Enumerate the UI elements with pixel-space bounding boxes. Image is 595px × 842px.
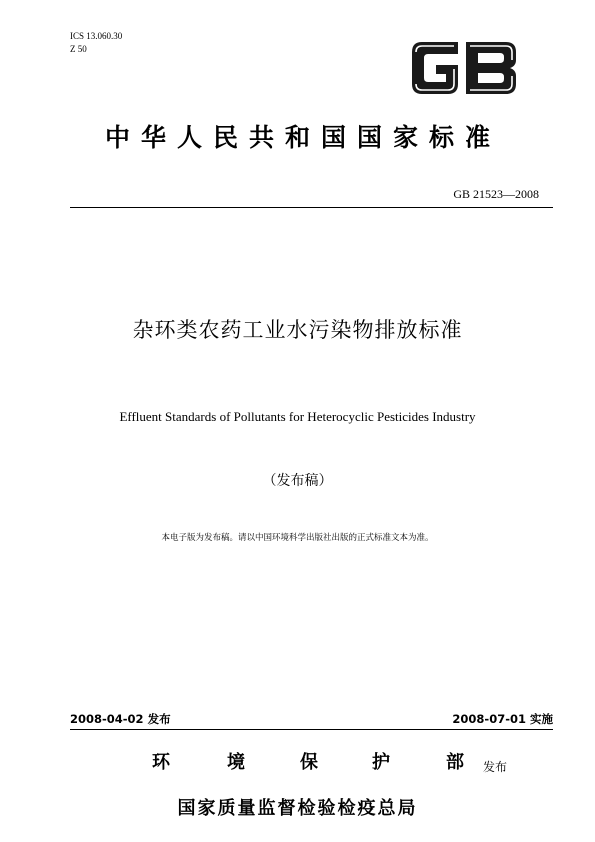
issued-label: 发布 — [483, 760, 508, 774]
standard-number: GB 21523—2008 — [453, 187, 539, 201]
implementation-date: 2008-07-01 实施 — [452, 712, 553, 726]
ministry-char-3: 保 — [300, 752, 318, 773]
ministry-char-5: 部 — [446, 752, 464, 773]
gb-logo — [408, 38, 520, 98]
bottom-divider — [70, 729, 553, 730]
main-title: 中华人民共和国国家标准 — [104, 123, 501, 152]
document-title-en: Effluent Standards of Pollutants for Heterocyclic Pesticides Industry — [119, 409, 476, 424]
top-divider — [70, 207, 553, 208]
draft-label: （发布稿） — [262, 473, 333, 489]
document-title-cn: 杂环类农药工业水污染物排放标准 — [132, 318, 463, 342]
ics-code: ICS 13.060.30 — [70, 31, 123, 41]
ics-block — [70, 30, 122, 56]
release-date: 2008-04-02 发布 — [70, 712, 171, 726]
edition-notice: 本电子版为发布稿。请以中国环境科学出版社出版的正式标准文本为准。 — [161, 533, 434, 543]
ministry-char-1: 环 — [152, 752, 170, 773]
ministry-char-4: 护 — [372, 752, 390, 773]
ministry-char-2: 境 — [227, 752, 245, 773]
aqsiq-issuer: 国家质量监督检验检疫总局 — [177, 798, 418, 819]
classification-code: Z 50 — [70, 44, 87, 54]
